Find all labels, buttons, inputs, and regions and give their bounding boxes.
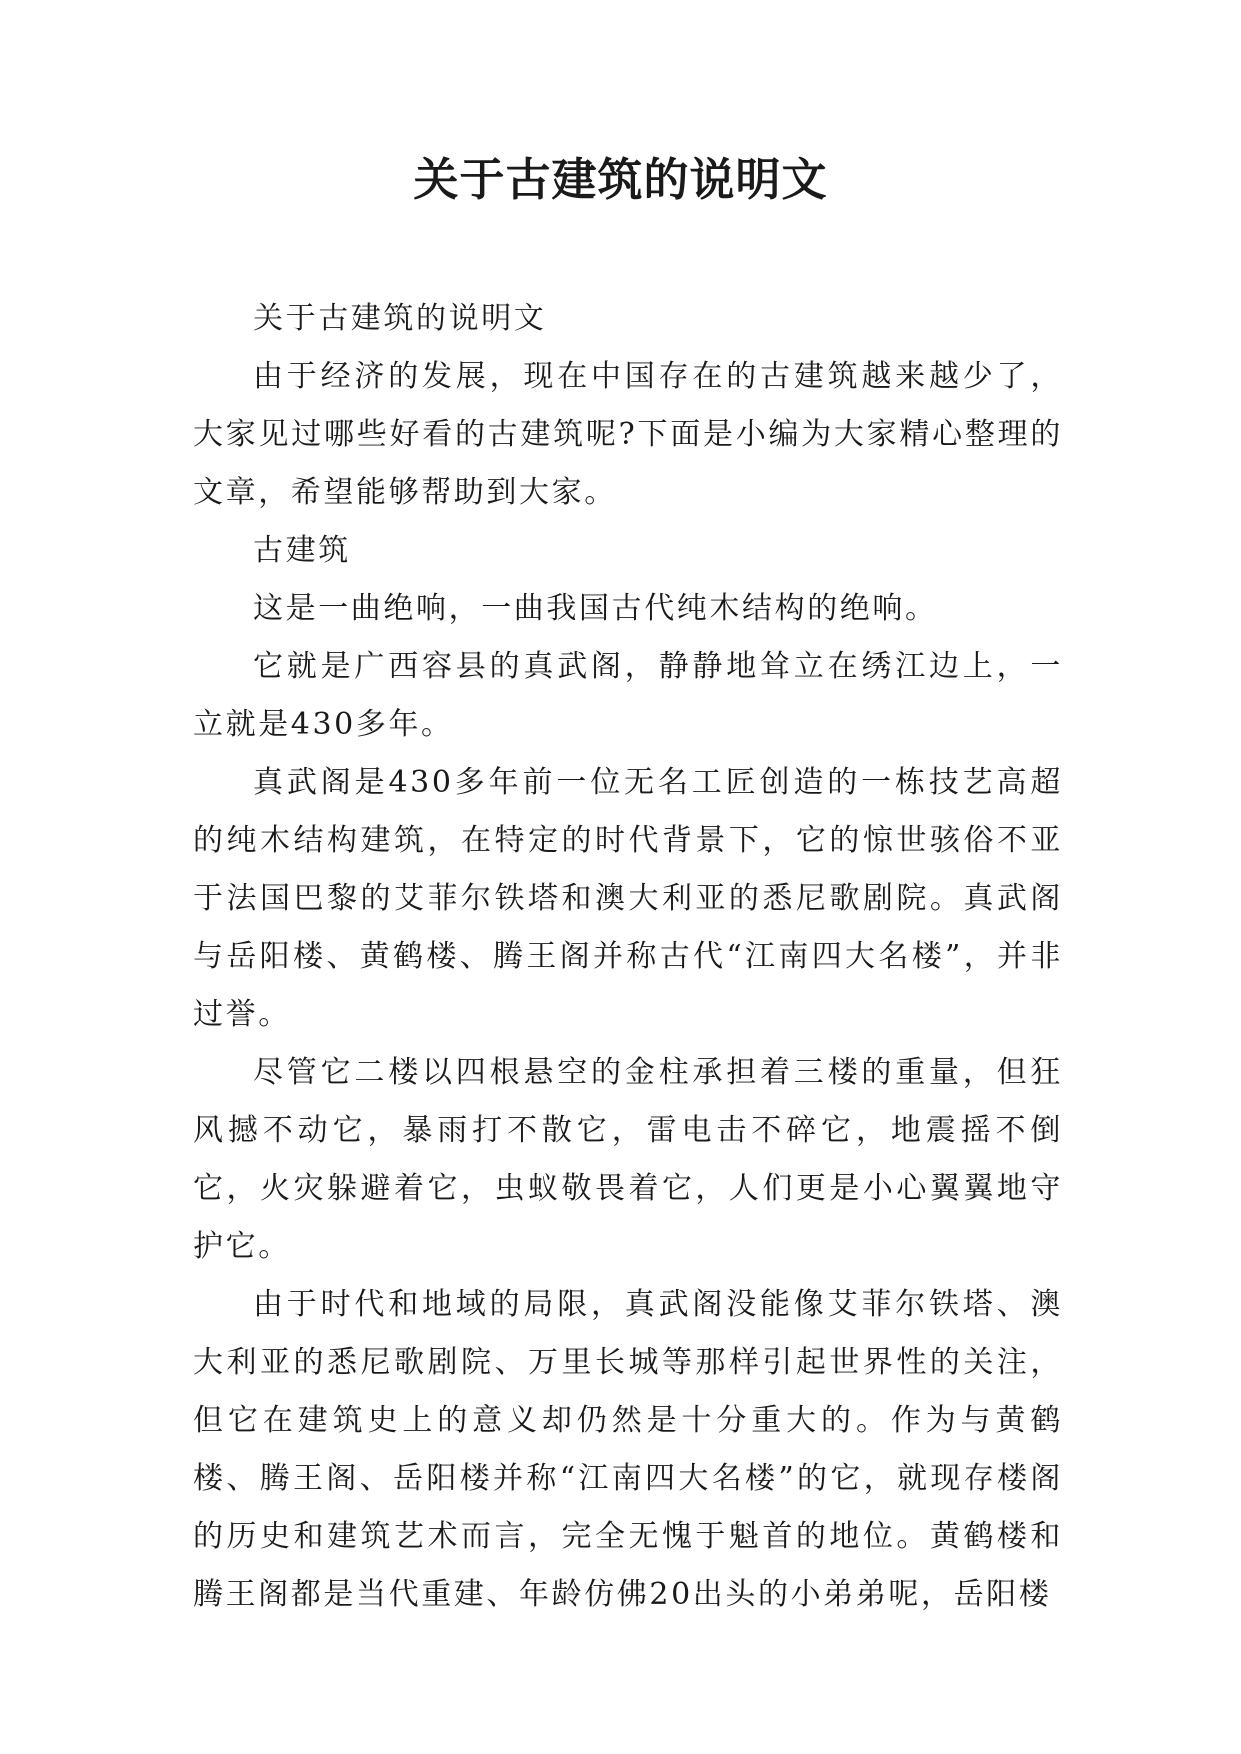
document-title: 关于古建筑的说明文 xyxy=(413,153,828,206)
paragraph: 关于古建筑的说明文 xyxy=(253,301,547,336)
paragraph: 它就是广西容县的真武阁，静静地耸立在绣江边上，一立就是430多年。 xyxy=(193,649,1063,742)
paragraph: 由于时代和地域的局限，真武阁没能像艾菲尔铁塔、澳大利亚的悉尼歌剧院、万里长城等那样引起世界性的关注，但它在建筑史上的意义却仍然是十分重大的。作为与黄鹤楼、腾王阁、岳阳楼并称“江南四大名楼”的它，就现存楼阁的历史和建筑艺术而言，完全无愧于魁首的地位。黄鹤楼和腾王阁都是当代重建、年龄仿佛20出头的小弟弟呢，岳阳楼 xyxy=(193,1287,1063,1612)
paragraph: 由于经济的发展，现在中国存在的古建筑越来越少了，大家见过哪些好看的古建筑呢?下面是小编为大家精心整理的文章，希望能够帮助到大家。 xyxy=(193,359,1063,510)
document-body xyxy=(193,290,1063,1624)
paragraph: 古建筑 xyxy=(253,533,351,568)
paragraph: 这是一曲绝响，一曲我国古代纯木结构的绝响。 xyxy=(253,591,938,626)
paragraph: 尽管它二楼以四根悬空的金柱承担着三楼的重量，但狂风撼不动它，暴雨打不散它，雷电击不碎它，地震摇不倒它，火灾躲避着它，虫蚁敬畏着它，人们更是小心翼翼地守护它。 xyxy=(193,1055,1063,1264)
paragraph: 真武阁是430多年前一位无名工匠创造的一栋技艺高超的纯木结构建筑，在特定的时代背景下，它的惊世骇俗不亚于法国巴黎的艾菲尔铁塔和澳大利亚的悉尼歌剧院。真武阁与岳阳楼、黄鹤楼、腾王阁并称古代“江南四大名楼”，并非过誉。 xyxy=(193,765,1063,1032)
